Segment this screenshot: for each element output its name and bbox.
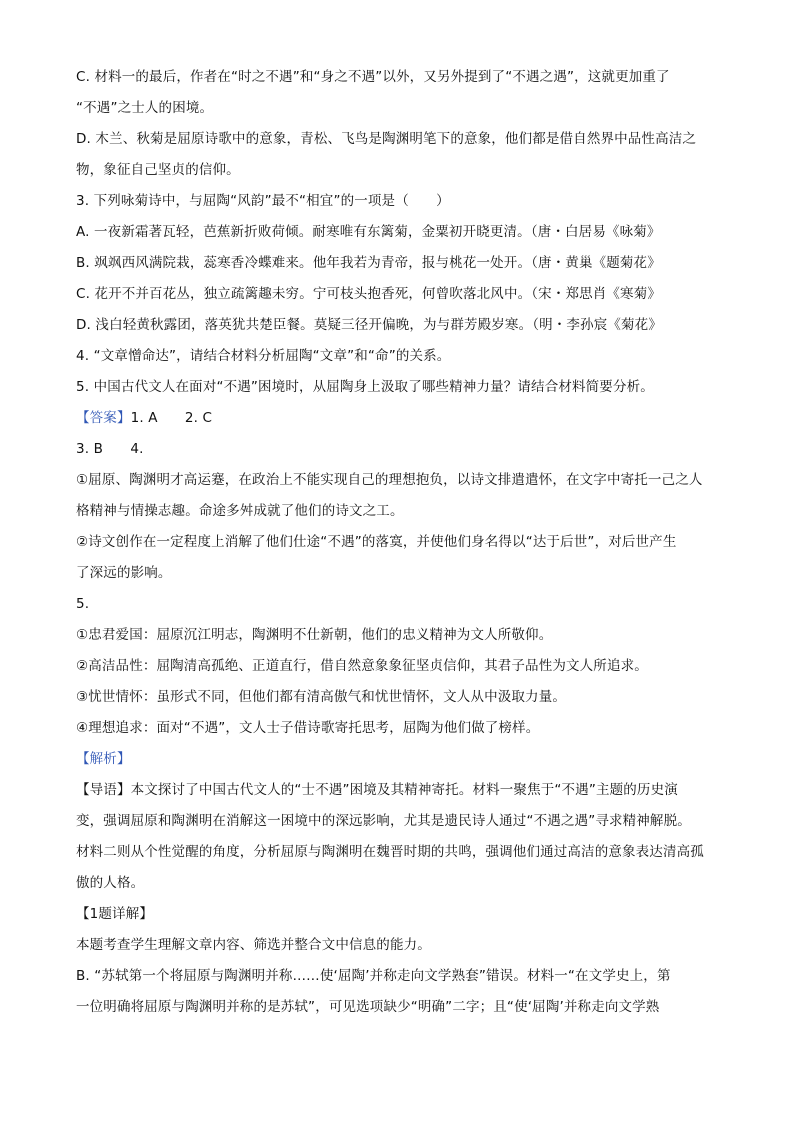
intro-line-3: 材料二则从个性觉醒的角度，分析屈原与陶渊明在魏晋时期的共鸣，强调他们通过高洁的意象表达清高孤 (76, 844, 704, 860)
intro-line-1: 【导语】本文探讨了中国古代文人的“士不遇”困境及其精神寄托。材料一聚焦于“不遇”主题的历史演 (76, 782, 678, 798)
q1-detail-b-line-1: B. “苏轼第一个将屈原与陶渊明并称……使‘屈陶’并称走向文学熟套”错误。材料一“在文学史上，第 (76, 968, 671, 984)
question-3-option-d: D. 浅白轻黄秋露团，落英犹共楚臣餐。莫疑三径开偏晚，为与群芳殿岁寒。（明・李孙宸《菊花》 (76, 317, 662, 333)
intro-line-2: 变，强调屈原和陶渊明在消解这一困境中的深远影响，尤其是遗民诗人通过“不遇之遇”寻求精神解脱。 (76, 813, 691, 829)
analysis-label: 【解析】 (76, 751, 131, 767)
answer-5-point-1: ①忠君爱国：屈原沉江明志，陶渊明不仕新朝，他们的忠义精神为文人所敬仰。 (76, 627, 553, 643)
answer-5-point-4: ④理想追求：面对“不遇”，文人士子借诗歌寄托思考，屈陶为他们做了榜样。 (76, 720, 540, 736)
answer-4-point-1-line-1: ①屈原、陶渊明才高运蹇，在政治上不能实现自己的理想抱负，以诗文排遣遣怀，在文字中寄托一己之人 (76, 472, 703, 488)
option-d-line-2: 物，象征自己坚贞的信仰。 (76, 162, 240, 178)
option-c-line-1: C. 材料一的最后，作者在“时之不遇”和“身之不遇”以外，又另外提到了“不遇之遇”，这就更加重了 (76, 69, 670, 85)
answer-line (76, 403, 718, 434)
question-3: 3. 下列咏菊诗中，与屈陶“风韵”最不“相宜”的一项是（ ） (76, 193, 450, 209)
answer-text: 1. A 2. C (130, 410, 213, 426)
question-3-option-a: A. 一夜新霜著瓦轻，芭蕉新折败荷倾。耐寒唯有东篱菊，金粟初开晓更清。（唐・白居易《咏菊》 (76, 224, 661, 240)
q1-detail-heading: 【1题详解】 (76, 906, 153, 922)
answer-4-point-2-line-2: 了深远的影响。 (76, 565, 172, 581)
answer-5-number: 5. (76, 596, 90, 612)
option-c-line-2: “不遇”之士人的困境。 (76, 100, 214, 116)
answer-5-point-3: ③忧世情怀：虽形式不同，但他们都有清高傲气和忧世情怀，文人从中汲取力量。 (76, 689, 567, 705)
question-3-option-b: B. 飒飒西风满院栽，蕊寒香冷蝶难来。他年我若为青帝，报与桃花一处开。（唐・黄巢《题菊花》 (76, 255, 661, 271)
question-5: 5. 中国古代文人在面对“不遇”困境时，从屈陶身上汲取了哪些精神力量？请结合材料简要分析。 (76, 379, 654, 395)
answer-5-point-2: ②高洁品性：屈陶清高孤绝、正道直行，借自然意象象征坚贞信仰，其君子品性为文人所追求。 (76, 658, 648, 674)
answer-4-point-2-line-1: ②诗文创作在一定程度上消解了他们仕途“不遇”的落寞，并使他们身名得以“达于后世”，对后世产生 (76, 534, 677, 550)
question-3-option-c: C. 花开不并百花丛，独立疏篱趣未穷。宁可枝头抱香死，何曾吹落北风中。（宋・郑思肖《寒菊》 (76, 286, 662, 302)
answer-label: 【答案】 (76, 410, 131, 426)
question-4: 4. “文章憎命达”，请结合材料分析屈陶“文章”和“命”的关系。 (76, 348, 451, 364)
answer-4-point-1-line-2: 格精神与情操志趣。命途多舛成就了他们的诗文之工。 (76, 503, 404, 519)
q1-detail-b-line-2: 一位明确将屈原与陶渊明并称的是苏轼”，可见选项缺少“明确”二字；且“使‘屈陶’并称走向文学熟 (76, 999, 660, 1015)
option-d-line-1: D. 木兰、秋菊是屈原诗歌中的意象，青松、飞鸟是陶渊明笔下的意象，他们都是借自然界中品性高洁之 (76, 131, 697, 147)
answer-3-4: 3. B 4. (76, 441, 144, 457)
analysis-line (76, 744, 718, 775)
q1-detail-intro: 本题考查学生理解文章内容、筛选并整合文中信息的能力。 (76, 937, 431, 953)
intro-line-4: 傲的人格。 (76, 875, 145, 891)
